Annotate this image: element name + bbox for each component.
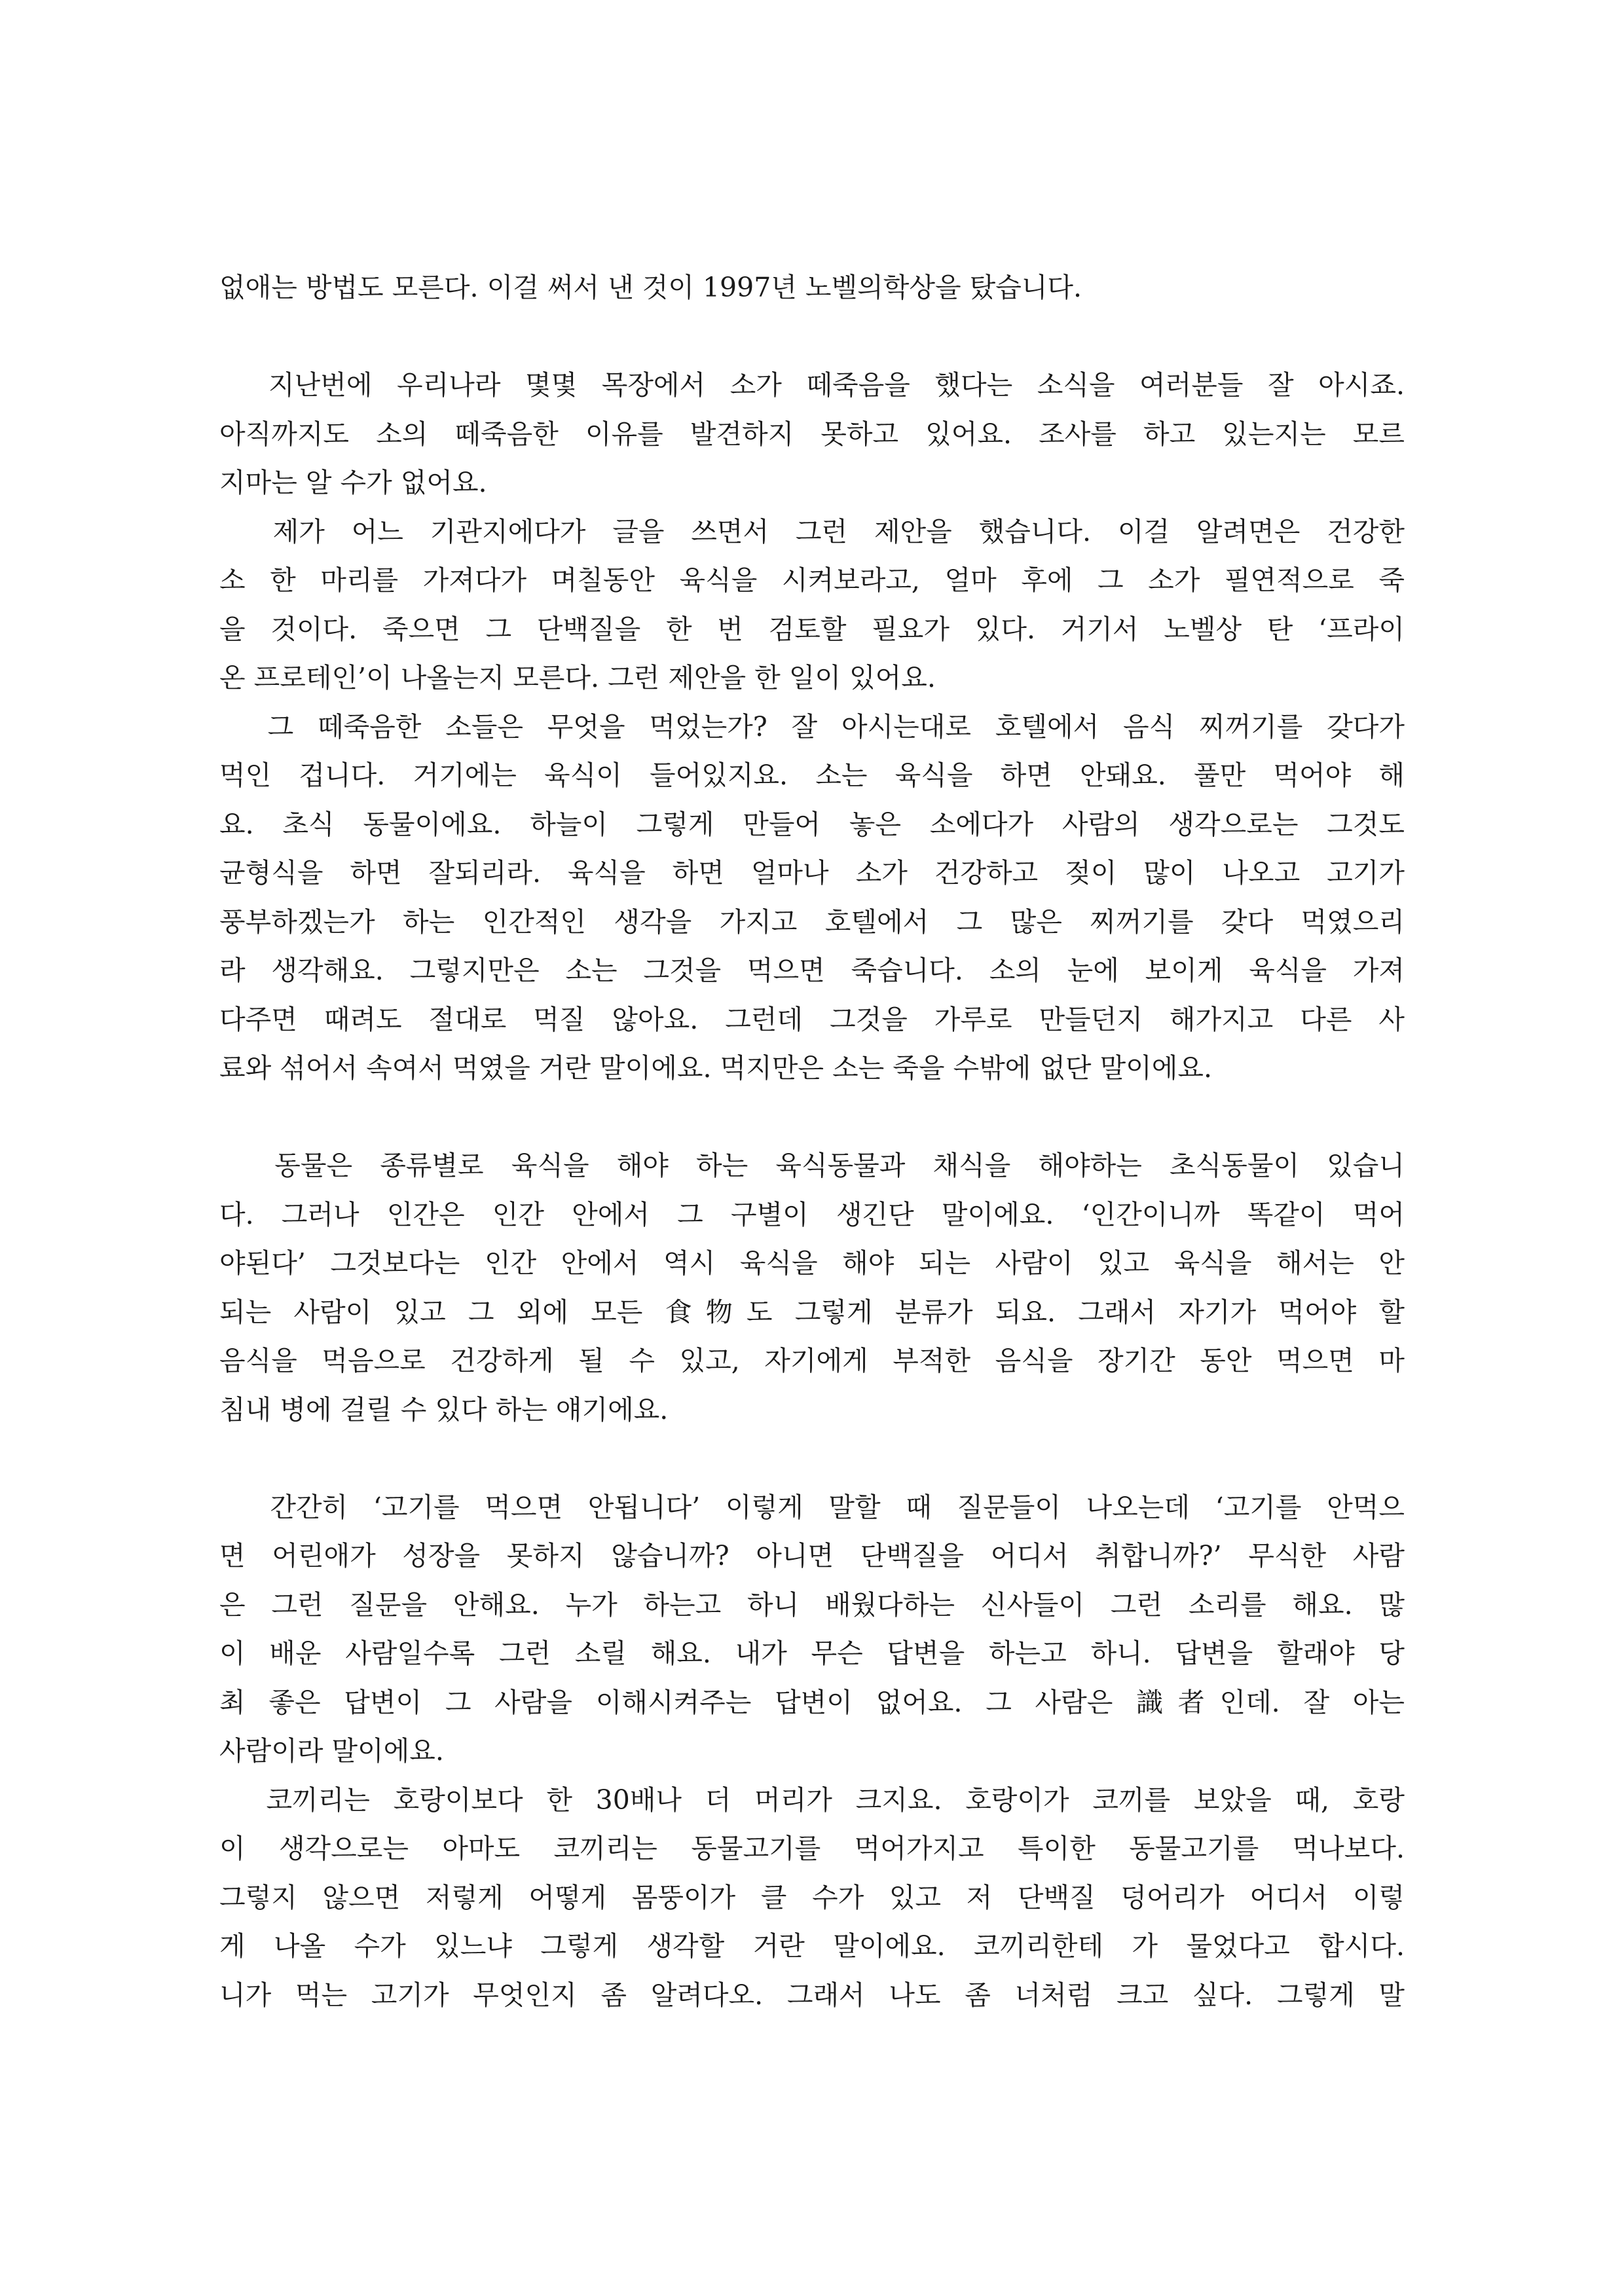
body-text [219, 263, 1405, 2019]
blank-line [219, 1093, 1405, 1142]
text-line: 은 그런 질문을 안해요. 누가 하는고 하니 배웠다하는 신사들이 그런 소리를 해요. 많 [219, 1588, 1405, 1621]
text-line: 풍부하겠는가 하는 인간적인 생각을 가지고 호텔에서 그 많은 찌꺼기를 갖다 먹였으리 [219, 906, 1405, 938]
text-line: 지난번에 우리나라 몇몇 목장에서 소가 떼죽음을 했다는 소식을 여러분들 잘 아시죠. [219, 369, 1405, 401]
text-line: 동물은 종류별로 육식을 해야 하는 육식동물과 채식을 해야하는 초식동물이 있습니 [219, 1150, 1405, 1181]
text-line: 을 것이다. 죽으면 그 단백질을 한 번 검토할 필요가 있다. 거기서 노벨상 탄 ‘프라이 [219, 613, 1405, 645]
text-line: 균형식을 하면 잘되리라. 육식을 하면 얼마나 소가 건강하고 젖이 많이 나오고 고기가 [219, 857, 1405, 889]
text-line: 되는 사람이 있고 그 외에 모든 食物도 그렇게 분류가 되요. 그래서 자기가 먹어야 할 [219, 1296, 1405, 1328]
text-line: 없애는 방법도 모른다. 이걸 써서 낸 것이 1997년 노벨의학상을 탔습니다. [219, 272, 1082, 303]
blank-line [219, 1434, 1405, 1483]
text-line: 이 생각으로는 아마도 코끼리는 동물고기를 먹어가지고 특이한 동물고기를 먹나보다. [219, 1833, 1405, 1864]
text-line: 그렇지 않으면 저렇게 어떻게 몸뚱이가 클 수가 있고 저 단백질 덩어리가 어디서 이렇 [219, 1881, 1405, 1913]
blank-line [219, 312, 1405, 361]
text-line: 사람이라 말이에요. [219, 1735, 444, 1767]
text-line: 제가 어느 기관지에다가 글을 쓰면서 그런 제안을 했습니다. 이걸 알려면은 건강한 [219, 515, 1405, 547]
text-line: 요. 초식 동물이에요. 하늘이 그렇게 만들어 놓은 소에다가 사람의 생각으로는 그것도 [219, 808, 1405, 840]
text-line: 온 프로테인’이 나올는지 모른다. 그런 제안을 한 일이 있어요. [219, 662, 936, 693]
text-line: 소 한 마리를 가져다가 며칠동안 육식을 시켜보라고, 얼마 후에 그 소가 필연적으로 죽 [219, 564, 1405, 596]
text-line: 음식을 먹음으로 건강하게 될 수 있고, 자기에게 부적한 음식을 장기간 동안 먹으면 마 [219, 1345, 1405, 1376]
text-line: 그 떼죽음한 소들은 무엇을 먹었는가? 잘 아시는대로 호텔에서 음식 찌꺼기를 갖다가 [219, 710, 1405, 743]
text-line: 코끼리는 호랑이보다 한 30배나 더 머리가 크지요. 호랑이가 코끼를 보았을 때, 호랑 [219, 1784, 1405, 1816]
text-line: 먹인 겁니다. 거기에는 육식이 들어있지요. 소는 육식을 하면 안돼요. 풀만 먹어야 해 [219, 760, 1405, 791]
text-line: 침내 병에 걸릴 수 있다 하는 얘기에요. [219, 1393, 669, 1425]
text-line: 야된다’ 그것보다는 인간 안에서 역시 육식을 해야 되는 사람이 있고 육식을 해서는 안 [219, 1247, 1405, 1279]
text-line: 아직까지도 소의 떼죽음한 이유를 발견하지 못하고 있어요. 조사를 하고 있는지는 모르 [219, 418, 1405, 450]
text-line: 니가 먹는 고기가 무엇인지 좀 알려다오. 그래서 나도 좀 너처럼 크고 싶다. 그렇게 말 [219, 1979, 1405, 2011]
text-line: 면 어린애가 성장을 못하지 않습니까? 아니면 단백질을 어디서 취합니까?’ 무식한 사람 [219, 1540, 1405, 1571]
text-line: 다. 그러나 인간은 인간 안에서 그 구별이 생긴단 말이에요. ‘인간이니까 똑같이 먹어 [219, 1198, 1405, 1230]
text-line: 료와 섞어서 속여서 먹였을 거란 말이에요. 먹지만은 소는 죽을 수밖에 없단 말이에요. [219, 1052, 1213, 1084]
text-line: 게 나올 수가 있느냐 그렇게 생각할 거란 말이에요. 코끼리한테 가 물었다고 합시다. [219, 1930, 1405, 1962]
text-line: 지마는 알 수가 없어요. [219, 467, 487, 498]
text-line: 이 배운 사람일수록 그런 소릴 해요. 내가 무슨 답변을 하는고 하니. 답변을 할래야 당 [219, 1638, 1405, 1669]
text-line: 다주면 때려도 절대로 먹질 않아요. 그런데 그것을 가루로 만들던지 해가지고 다른 사 [219, 1003, 1405, 1035]
text-line: 라 생각해요. 그렇지만은 소는 그것을 먹으면 죽습니다. 소의 눈에 보이게 육식을 가져 [219, 955, 1405, 986]
text-line: 최 좋은 답변이 그 사람을 이해시켜주는 답변이 없어요. 그 사람은 識者인데. 잘 아는 [219, 1686, 1405, 1718]
text-line: 간간히 ‘고기를 먹으면 안됩니다’ 이렇게 말할 때 질문들이 나오는데 ‘고기를 안먹으 [219, 1491, 1405, 1523]
